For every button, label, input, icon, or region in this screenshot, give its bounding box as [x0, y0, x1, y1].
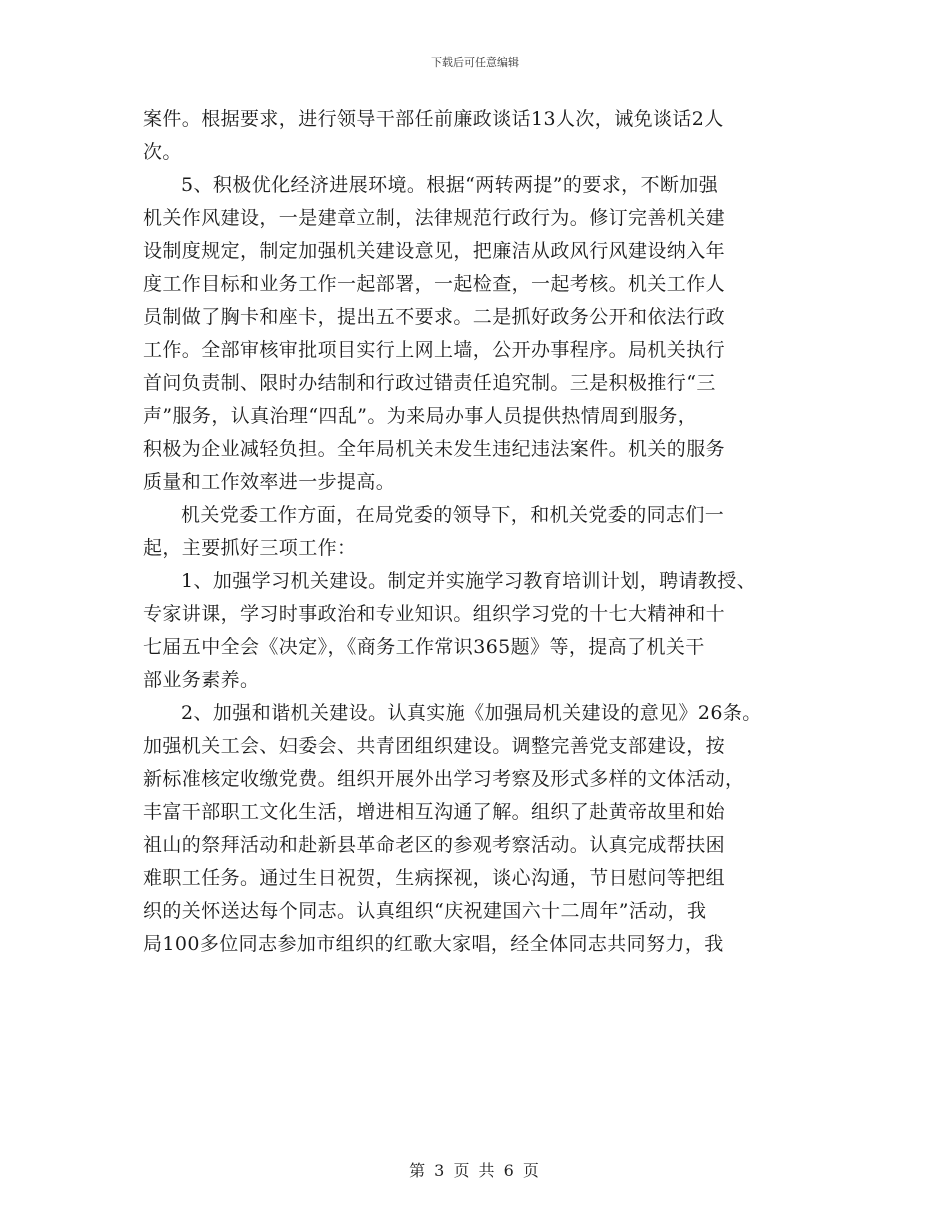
text-line: 工作。全部审核审批项目实行上网上墙，公开办事程序。局机关执行: [143, 339, 726, 361]
text-line: 部业务素养。: [143, 669, 260, 691]
text-line: 织的关怀送达每个同志。认真组织“庆祝建国六十二周年”活动，我: [143, 900, 707, 922]
text-line: 加强机关工会、妇委会、共青团组织建设。调整完善党支部建设，按: [143, 735, 726, 757]
page-header: 下载后可任意编辑: [431, 56, 519, 69]
text-line: 质量和工作效率进一步提高。: [143, 471, 396, 493]
text-line: 设制度规定，制定加强机关建设意见，把廉洁从政风行风建设纳入年: [143, 240, 726, 262]
text-line: 积极为企业减轻负担。全年局机关未发生违纪违法案件。机关的服务: [143, 438, 726, 460]
text-line: 局100多位同志参加市组织的红歌大家唱，经全体同志共同努力，我: [143, 933, 724, 955]
text-line: 5、积极优化经济进展环境。根据“两转两提”的要求，不断加强: [181, 174, 719, 196]
text-line: 声”服务，认真治理“四乱”。为来局办事人员提供热情周到服务，: [143, 405, 698, 427]
text-line: 七届五中全会《决定》，《商务工作常识365题》等，提高了机关干: [143, 636, 705, 658]
text-line: 难职工任务。通过生日祝贺，生病探视，谈心沟通，节日慰问等把组: [143, 867, 726, 889]
text-line: 1、加强学习机关建设。制定并实施学习教育培训计划，聘请教授、: [181, 570, 757, 592]
text-line: 机关党委工作方面，在局党委的领导下，和机关党委的同志们一: [181, 504, 725, 526]
text-line: 次。: [143, 141, 182, 163]
text-line: 祖山的祭拜活动和赴新县革命老区的参观考察活动。认真完成帮扶困: [143, 834, 726, 856]
text-line: 丰富干部职工文化生活，增进相互沟通了解。组织了赴黄帝故里和始: [143, 801, 726, 823]
text-line: 案件。根据要求，进行领导干部任前廉政谈话13人次，诫免谈话2人: [143, 108, 724, 130]
text-line: 机关作风建设，一是建章立制，法律规范行政行为。修订完善机关建: [143, 207, 726, 229]
text-line: 员制做了胸卡和座卡，提出五不要求。二是抓好政务公开和依法行政: [143, 306, 726, 328]
text-line: 2、加强和谐机关建设。认真实施《加强局机关建设的意见》26条。: [181, 702, 762, 724]
text-line: 专家讲课，学习时事政治和专业知识。组织学习党的十七大精神和十: [143, 603, 726, 625]
text-line: 度工作目标和业务工作一起部署，一起检查，一起考核。机关工作人: [143, 273, 726, 295]
document-body: [143, 103, 833, 961]
page-footer: 第 3 页 共 6 页: [409, 1161, 541, 1180]
text-line: 起，主要抓好三项工作：: [143, 537, 357, 559]
text-line: 新标准核定收缴党费。组织开展外出学习考察及形式多样的文体活动，: [143, 768, 745, 790]
text-line: 首问负责制、限时办结制和行政过错责任追究制。三是积极推行“三: [143, 372, 716, 394]
